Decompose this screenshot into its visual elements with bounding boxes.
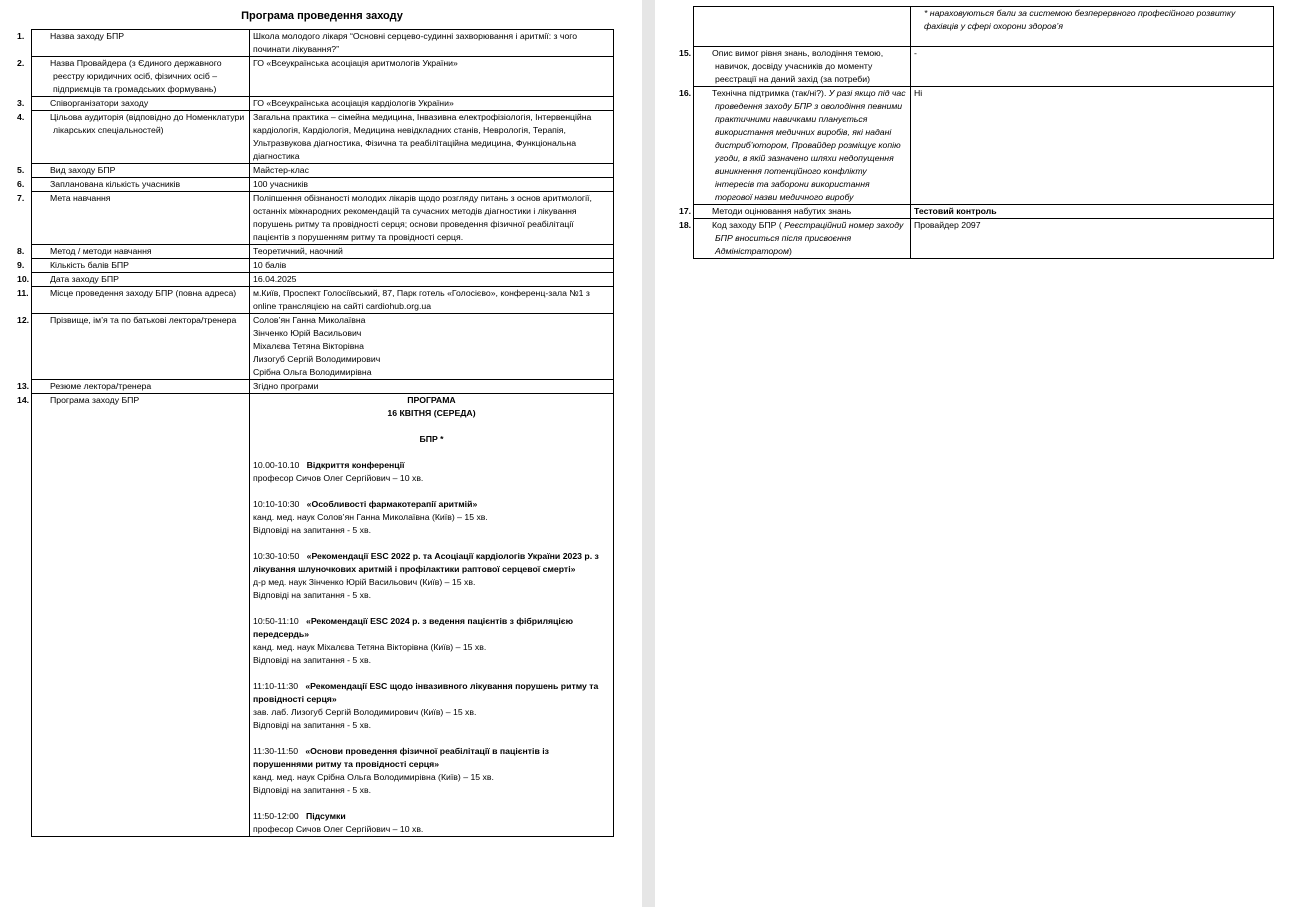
row-label — [17, 245, 246, 258]
row-label-cell — [17, 164, 250, 178]
table-row — [694, 87, 1274, 205]
spacer — [253, 485, 610, 498]
session-time: 11:50-12:00 — [253, 811, 299, 821]
row-label-text: Назва заходу БПР — [50, 31, 125, 41]
spacer — [299, 499, 306, 509]
session-title: «Основи проведення фізичної реабілітації в пацієнтів із порушеннями ритму та провідності серця» — [253, 746, 549, 769]
session-title: Відкриття конференції — [306, 460, 405, 470]
row-value: Майстер-клас — [253, 165, 309, 175]
row-label-text: Дата заходу БПР — [50, 274, 119, 284]
table-row — [32, 259, 614, 273]
row-value: Загальна практика – сімейна медицина, Інвазивна електрофізіологія, Інтервенційна кардіологія, Кардіологія, Медицина невідкладних станів, Неврологія, Терапія, Ультразвукова діагностика, Фізична та реабілітаційна медицина, Функціональна діагностика — [253, 112, 592, 161]
row-label-cell — [17, 314, 250, 380]
spacer — [299, 616, 306, 626]
session-speaker: д-р мед. наук Зінченко Юрій Васильович (Київ) – 15 хв. — [253, 577, 476, 587]
lecturer-name: Лизогуб Сергій Володимирович — [253, 354, 381, 364]
row-label — [17, 314, 246, 327]
footnote-note: * нараховуються бали за системою безперервного професійного розвитку фахівців у сфері охорони здоров’я — [924, 8, 1236, 31]
session-title: «Рекомендації ESC щодо інвазивного лікування порушень ритму та провідності серця» — [253, 681, 599, 704]
session-speaker: канд. мед. наук Солов’ян Ганна Миколаївна (Київ) – 15 хв. — [253, 512, 488, 522]
session-qa: Відповіді на запитання - 5 хв. — [253, 785, 372, 795]
program-table — [17, 29, 614, 837]
spacer — [253, 602, 610, 615]
session-time: 11:10-11:30 — [253, 681, 299, 691]
row-number: 9. — [17, 260, 25, 270]
row-label — [679, 47, 907, 86]
row-value: 10 балів — [253, 260, 287, 270]
row-label — [17, 259, 246, 272]
row-value-cell — [911, 47, 1274, 87]
row-label — [17, 192, 246, 205]
table-row — [32, 314, 614, 380]
lecturer-name: Срібна Ольга Володимирівна — [253, 367, 372, 377]
table-row — [32, 97, 614, 111]
spacer — [253, 797, 610, 810]
session-time: 11:30-11:50 — [253, 746, 299, 756]
row-value: Теоретичний, наочний — [253, 246, 343, 256]
row-label-text: Прізвище, ім’я та по батькові лектора/тренера — [50, 315, 237, 325]
row-label — [17, 164, 246, 177]
row-value-cell — [250, 97, 614, 111]
session-speaker: професор Сичов Олег Сергійович – 10 хв. — [253, 824, 424, 834]
table-row — [32, 287, 614, 314]
row-label-cell — [17, 192, 250, 245]
table-row — [32, 178, 614, 192]
row-value-cell — [250, 192, 614, 245]
row-number: 17. — [679, 206, 692, 216]
row-number: 14. — [17, 395, 30, 405]
row-label-cell — [679, 87, 911, 205]
row-label-cell — [694, 7, 911, 47]
row-label-italic: Реєстраційний номер заходу БПР вноситься після присвоєння Адміністратором — [715, 220, 904, 256]
session-title-line — [253, 745, 610, 771]
table-row — [32, 380, 614, 394]
program-table-continued — [679, 6, 1274, 259]
row-number: 11. — [17, 288, 29, 298]
row-label-cell — [17, 57, 250, 97]
row-value: Згідно програми — [253, 381, 319, 391]
program-bpr-note: БПР * — [419, 434, 444, 444]
row-value: ГО «Всеукраїнська асоціація кардіологів України» — [253, 98, 454, 108]
session-time: 10:30-10:50 — [253, 551, 300, 561]
row-value-cell — [250, 259, 614, 273]
row-value: Поліпшення обізнаності молодих лікарів щодо розгляду питань з основ аритмології, останніх міжнародних рекомендацій та сучасних методів діагностики і лікування порушень ритму та провідності серця; основи проведення фізичної реабілітації пацієнтів з порушенням ритму та провідності серця. — [253, 193, 592, 242]
row-label-text: Код заходу БПР ( — [712, 220, 782, 230]
document-page-2 — [655, 0, 1301, 907]
row-label-cell — [17, 111, 250, 164]
row-label-cell — [17, 287, 250, 314]
row-value-cell — [250, 178, 614, 192]
row-label-text: Запланована кількість учасників — [50, 179, 181, 189]
row-label-text: Програма заходу БПР — [50, 395, 140, 405]
session-speaker: канд. мед. наук Срібна Ольга Володимирівна (Київ) – 15 хв. — [253, 772, 494, 782]
lecturer-name: Солов’ян Ганна Миколаївна — [253, 315, 366, 325]
row-number: 1. — [17, 31, 25, 41]
row-label — [679, 87, 907, 204]
row-number: 16. — [679, 88, 692, 98]
row-label-cell — [679, 47, 911, 87]
row-label — [17, 287, 246, 300]
session-title-line — [253, 810, 610, 823]
row-label-cell — [17, 394, 250, 837]
row-label-end: ) — [788, 246, 792, 256]
row-label-cell — [679, 219, 911, 259]
table-row — [32, 164, 614, 178]
session-title-line — [253, 680, 610, 706]
document-page-1 — [0, 0, 613, 907]
session-qa: Відповіді на запитання - 5 хв. — [253, 655, 372, 665]
row-label-cell — [17, 259, 250, 273]
row-value: Провайдер 2097 — [914, 220, 981, 230]
session-speaker: зав. лаб. Лизогуб Сергій Володимирович (Київ) – 15 хв. — [253, 707, 477, 717]
table-row — [694, 7, 1274, 47]
row-label — [679, 219, 907, 258]
row-label — [17, 394, 246, 407]
session-title-line — [253, 615, 610, 641]
spacer — [253, 446, 610, 459]
table-row — [694, 205, 1274, 219]
row-label-cell — [17, 30, 250, 57]
row-number: 5. — [17, 165, 25, 175]
spacer — [253, 667, 610, 680]
spacer — [299, 460, 306, 470]
row-label — [17, 57, 246, 96]
row-value-cell — [250, 164, 614, 178]
session-title: «Особливості фармакотерапії аритмій» — [306, 499, 478, 509]
row-number: 2. — [17, 58, 25, 68]
row-label — [17, 380, 246, 393]
session-qa: Відповіді на запитання - 5 хв. — [253, 590, 372, 600]
row-value-cell — [911, 87, 1274, 205]
row-value-cell — [250, 380, 614, 394]
row-label-cell — [17, 178, 250, 192]
row-value: 16.04.2025 — [253, 274, 297, 284]
table-row — [32, 30, 614, 57]
row-number: 4. — [17, 112, 25, 122]
document-title: Програма проведення заходу — [241, 10, 403, 22]
row-label-italic: У разі якщо під час проведення заходу БПР з оволодіння певними практичними навичками планується використання медичних виробів, які надані дистриб’ютором, Провайдер розміщує копію угоди, в якій зазначено шляхи недопущення виникнення потенційного конфлікту інтересів та заборони використання торгової назви медичного виробу — [715, 88, 906, 202]
session-title: «Рекомендації ESC 2024 р. з ведення пацієнтів з фібриляцією передсердь» — [253, 616, 573, 639]
row-value-cell — [250, 111, 614, 164]
row-value-cell — [250, 314, 614, 380]
session-time: 10.00-10.10 — [253, 460, 300, 470]
row-value: Тестовий контроль — [914, 206, 997, 216]
row-label-cell — [17, 380, 250, 394]
row-label-text: Цільова аудиторія (відповідно до Номенклатури лікарських спеціальностей) — [50, 112, 245, 135]
row-label-cell — [17, 245, 250, 259]
spacer — [253, 420, 610, 433]
row-value-cell — [250, 57, 614, 97]
row-value-cell — [911, 7, 1274, 47]
row-number: 8. — [17, 246, 25, 256]
row-number: 13. — [17, 381, 30, 391]
row-number: 6. — [17, 179, 25, 189]
session-title: Підсумки — [305, 811, 346, 821]
row-value-cell — [250, 287, 614, 314]
table-row — [32, 57, 614, 97]
row-value: - — [914, 48, 917, 58]
row-value: ГО «Всеукраїнська асоціація аритмологів України» — [253, 58, 458, 68]
row-value-cell — [250, 245, 614, 259]
row-value: м.Київ, Проспект Голосіївський, 87, Парк готель «Голосієво», конференц-зала №1 з online трансляцією на сайті cardiohub.org.ua — [253, 288, 590, 311]
program-heading: ПРОГРАМА — [407, 395, 456, 405]
session-speaker: канд. мед. наук Міхалєва Тетяна Вікторівна (Київ) – 15 хв. — [253, 642, 487, 652]
row-label — [17, 111, 246, 137]
row-label-cell — [679, 205, 911, 219]
row-number: 10. — [17, 274, 30, 284]
program-date: 16 КВІТНЯ (СЕРЕДА) — [387, 408, 476, 418]
session-title: «Рекомендації ESC 2022 р. та Асоціації кардіологів України 2023 р. з лікування шлуночкових аритмій і профілактики раптової серцевої смерті» — [253, 551, 599, 574]
session-title-line — [253, 498, 610, 511]
row-value-cell — [250, 30, 614, 57]
session-title-line — [253, 550, 610, 576]
row-label — [17, 178, 246, 191]
row-value-cell — [250, 394, 614, 837]
spacer — [253, 537, 610, 550]
table-row — [32, 192, 614, 245]
session-time: 10:50-11:10 — [253, 616, 299, 626]
row-value: 100 учасників — [253, 179, 308, 189]
table-row — [694, 219, 1274, 259]
row-label-text: Назва Провайдера (з Єдиного державного реєстру юридичних осіб, фізичних осіб – підприємців та громадських формувань) — [50, 58, 222, 94]
lecturer-name: Зінченко Юрій Васильович — [253, 328, 362, 338]
table-row — [694, 47, 1274, 87]
row-label-text: Методи оцінювання набутих знань — [712, 206, 852, 216]
row-label-text: Метод / методи навчання — [50, 246, 152, 256]
row-label-text: Резюме лектора/тренера — [50, 381, 152, 391]
row-label — [679, 205, 907, 218]
row-number: 12. — [17, 315, 30, 325]
row-value: Ні — [914, 88, 923, 98]
row-number: 3. — [17, 98, 25, 108]
row-value-cell — [911, 205, 1274, 219]
row-label — [17, 273, 246, 286]
row-value-cell — [250, 273, 614, 287]
session-qa: Відповіді на запитання - 5 хв. — [253, 720, 372, 730]
row-label-text: Співорганізатори заходу — [50, 98, 149, 108]
session-speaker: професор Сичов Олег Сергійович – 10 хв. — [253, 473, 424, 483]
spacer — [299, 551, 306, 561]
row-value: Школа молодого лікаря “Основні серцево-судинні захворювання і аритмії: з чого починати лікування?” — [253, 31, 578, 54]
session-qa: Відповіді на запитання - 5 хв. — [253, 525, 372, 535]
page-separator — [642, 0, 655, 907]
session-title-line — [253, 459, 610, 472]
row-label-text: Технічна підтримка (так/ні?). — [712, 88, 827, 98]
spacer — [253, 732, 610, 745]
table-row — [32, 245, 614, 259]
row-label-text: Опис вимог рівня знань, володіння темою, навичок, досвіду учасників до моменту реєстрації на даний захід (за потреби) — [712, 48, 884, 84]
row-label-text: Місце проведення заходу БПР (повна адреса) — [50, 288, 237, 298]
row-label-text: Вид заходу БПР — [50, 165, 116, 175]
row-label-text: Кількість балів БПР — [50, 260, 129, 270]
row-number: 18. — [679, 220, 692, 230]
row-label — [17, 30, 246, 43]
table-row — [32, 111, 614, 164]
row-number: 15. — [679, 48, 692, 58]
row-label-cell — [17, 97, 250, 111]
spacer — [299, 811, 306, 821]
table-row — [32, 273, 614, 287]
lecturer-name: Міхалєва Тетяна Вікторівна — [253, 341, 364, 351]
row-value-cell — [911, 219, 1274, 259]
row-label-text: Мета навчання — [50, 193, 111, 203]
row-label-cell — [17, 273, 250, 287]
row-number: 7. — [17, 193, 25, 203]
session-time: 10:10-10:30 — [253, 499, 300, 509]
row-label — [17, 97, 246, 110]
table-row — [32, 394, 614, 837]
